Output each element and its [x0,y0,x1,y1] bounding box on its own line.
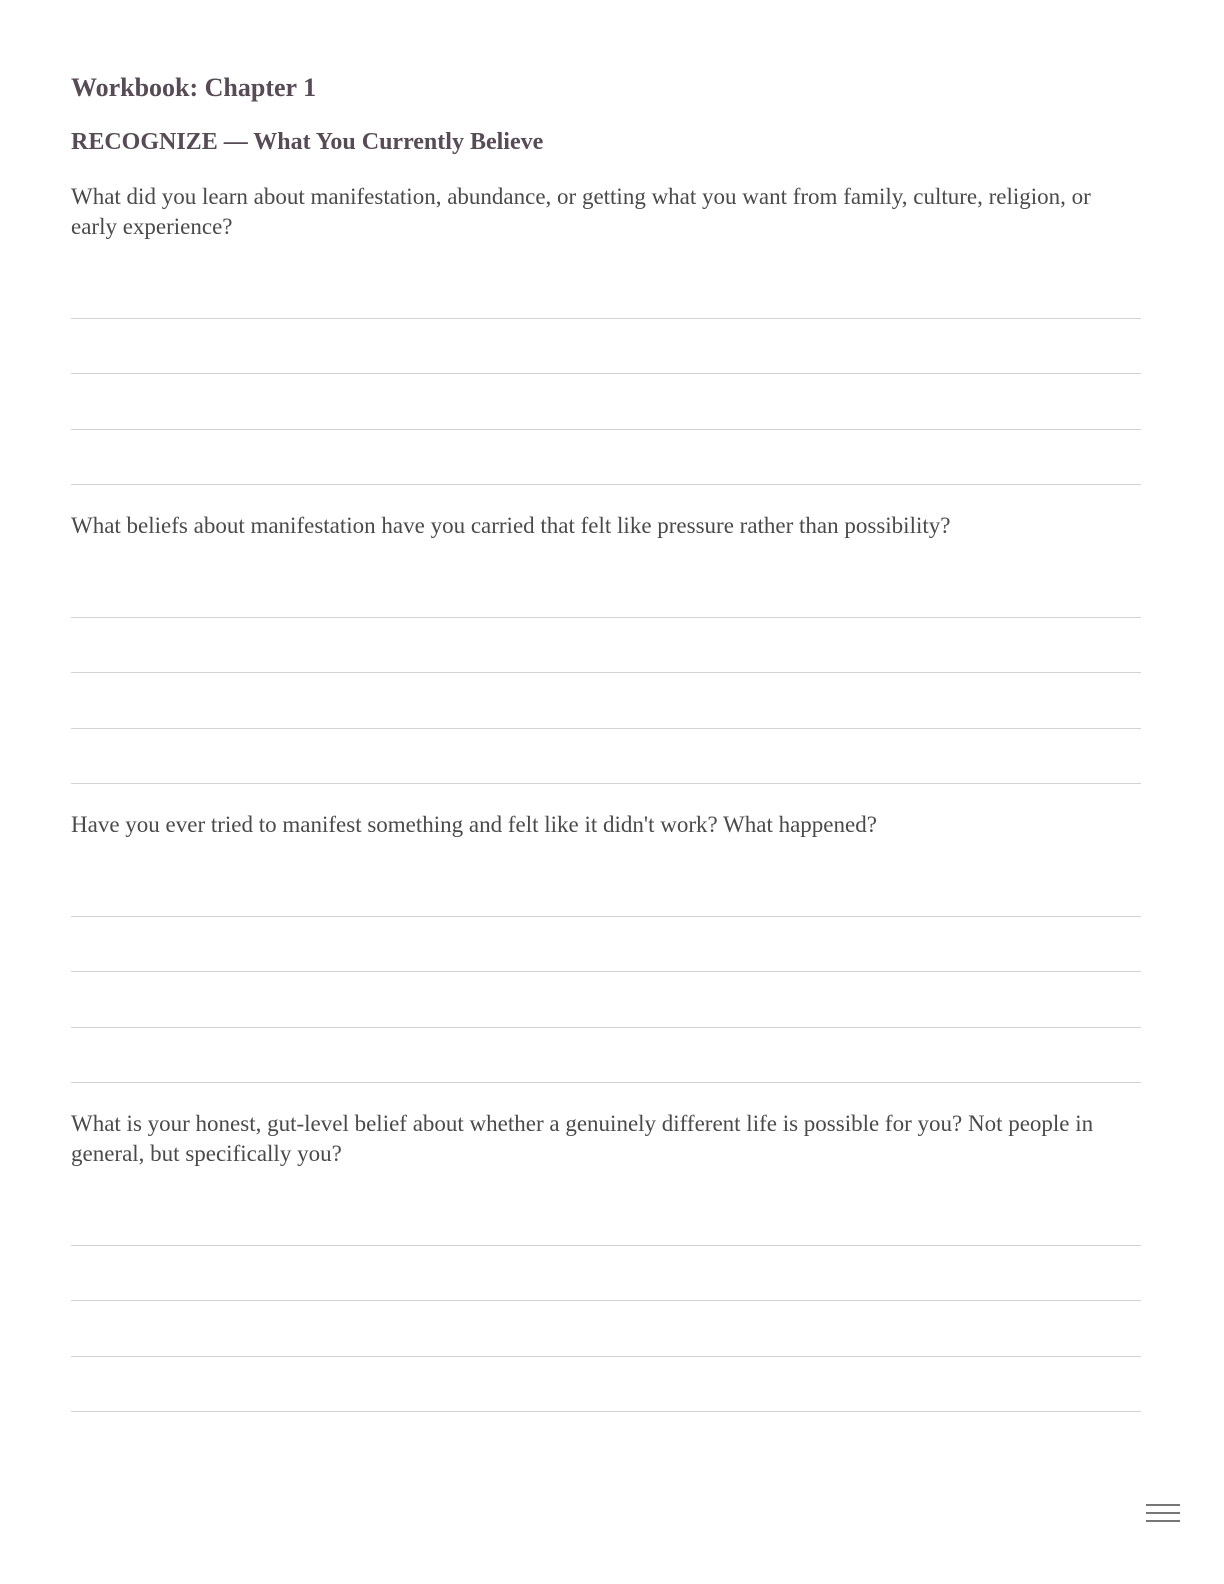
answer-lines [71,562,1141,784]
answer-line[interactable] [71,319,1141,375]
menu-bar [1146,1520,1180,1522]
menu-bar [1146,1504,1180,1506]
answer-line[interactable] [71,1190,1141,1246]
hamburger-menu-icon[interactable] [1146,1504,1180,1526]
answer-line[interactable] [71,618,1141,674]
answer-lines [71,263,1141,485]
answer-line[interactable] [71,562,1141,618]
answer-line[interactable] [71,673,1141,729]
answer-line[interactable] [71,1246,1141,1302]
workbook-page [71,70,1141,1412]
answer-line[interactable] [71,374,1141,430]
answer-line[interactable] [71,430,1141,486]
answer-lines [71,1190,1141,1412]
question-text: What beliefs about manifestation have you carried that felt like pressure rather than possibility? [71,513,951,538]
question-block-3 [71,810,1141,1083]
question-text: What did you learn about manifestation, abundance, or getting what you want from family, culture, religion, or early experience? [71,184,1091,239]
answer-line[interactable] [71,972,1141,1028]
section-heading: RECOGNIZE — What You Currently Believe [71,129,544,155]
question-text: What is your honest, gut-level belief about whether a genuinely different life is possible for you? Not people in general, but specifically you? [71,1111,1094,1166]
answer-line[interactable] [71,263,1141,319]
question-text: Have you ever tried to manifest something and felt like it didn't work? What happened? [71,812,877,837]
question-block-1 [71,182,1141,485]
page-title: Workbook: Chapter 1 [71,73,317,102]
answer-line[interactable] [71,1028,1141,1084]
question-block-2 [71,511,1141,784]
answer-line[interactable] [71,861,1141,917]
menu-bar [1146,1512,1180,1514]
answer-line[interactable] [71,1301,1141,1357]
answer-line[interactable] [71,729,1141,785]
answer-line[interactable] [71,917,1141,973]
answer-line[interactable] [71,1357,1141,1413]
answer-lines [71,861,1141,1083]
question-block-4 [71,1109,1141,1412]
